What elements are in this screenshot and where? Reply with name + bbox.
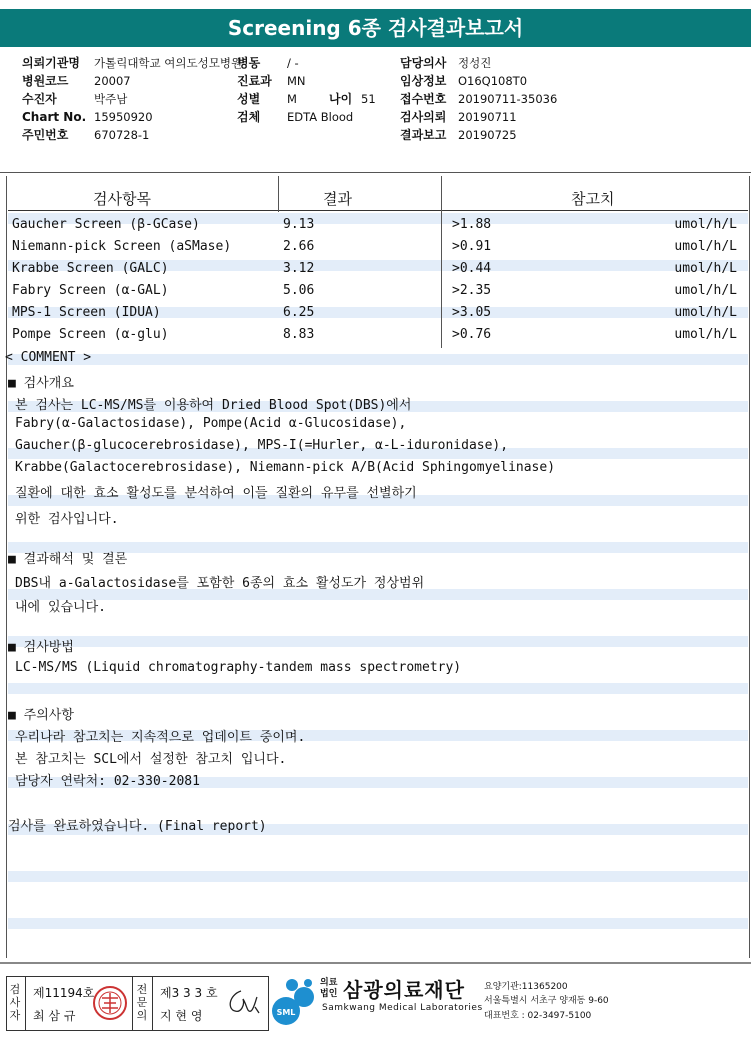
sml-logo-icon	[270, 975, 318, 1027]
section-caution-title: ■ 주의사항	[8, 708, 74, 723]
info-row-department: 진료과 MN	[237, 74, 306, 88]
inspector-label: 검사자	[9, 983, 21, 1022]
report-title: Screening 6종 검사결과보고서	[0, 9, 751, 47]
signature-icon	[221, 987, 263, 1019]
comment-heading: < COMMENT >	[5, 350, 92, 365]
info-middle	[237, 54, 376, 126]
info-row-resident-no: 주민번호 670728-1	[22, 128, 150, 142]
table-row: Niemann-pick Screen (aSMase) 2.66 >0.91 umol/h/L	[12, 239, 737, 254]
org-prefix: 의료법인	[320, 978, 338, 999]
info-right	[400, 54, 557, 144]
info-row-patient: 수진자 박주남	[22, 92, 128, 106]
table-row: Gaucher Screen (β-GCase) 9.13 >1.88 umol/h/L	[12, 217, 737, 232]
info-row-receipt-no: 접수번호 20190711-35036	[400, 92, 558, 106]
info-left	[22, 54, 242, 144]
method-line: LC-MS/MS (Liquid chromatography-tandem mass spectrometry)	[15, 660, 462, 675]
info-row-sex: 성별 M 나이 51	[237, 92, 376, 106]
caution-line: 우리나라 참고치는 지속적으로 업데이트 중이며.	[15, 730, 306, 745]
info-row-specimen: 검체 EDTA Blood	[237, 110, 354, 124]
header-reference: 참고치	[571, 190, 615, 208]
footer-divider	[0, 962, 751, 964]
seal-stamp-icon	[92, 984, 128, 1022]
info-row-institution: 의뢰기관명 가톨릭대학교 여의도성모병원	[22, 56, 243, 70]
specialist-label: 전문의	[136, 983, 148, 1022]
org-code: 요양기관:11365200	[484, 982, 568, 992]
signature-box	[6, 976, 269, 1031]
info-row-hospital-code: 병원코드 20007	[22, 74, 131, 88]
col-divider-1	[278, 176, 279, 212]
inspector-license-no: 제11194호	[33, 986, 95, 1000]
caution-line: 담당자 연락처: 02-330-2081	[15, 774, 200, 789]
org-address: 서울특별시 서초구 양재동 9-60	[484, 996, 609, 1006]
table-row: MPS-1 Screen (IDUA) 6.25 >3.05 umol/h/L	[12, 305, 737, 320]
info-row-report-date: 결과보고 20190725	[400, 128, 517, 142]
info-row-doctor: 담당의사 정성진	[400, 56, 492, 70]
final-report-text: 검사를 완료하였습니다. (Final report)	[8, 819, 267, 834]
overview-line: Fabry(α-Galactosidase), Pompe(Acid α-Glucosidase),	[15, 416, 407, 431]
section-overview-title: ■ 검사개요	[8, 376, 74, 391]
info-row-clinical-info: 임상정보 O16Q108T0	[400, 74, 528, 88]
specialist-license-no: 제3 3 3 호	[160, 986, 218, 1000]
info-row-chart-no: Chart No. 15950920	[22, 110, 153, 124]
org-english-name: Samkwang Medical Laboratories	[322, 1003, 483, 1013]
header-result: 결과	[323, 190, 352, 208]
overview-line: Gaucher(β-glucocerebrosidase), MPS-I(=Hurler, α-L-iduronidase),	[15, 438, 509, 453]
header-divider	[0, 172, 751, 173]
table-row: Pompe Screen (α-glu) 8.83 >0.76 umol/h/L	[12, 327, 737, 342]
overview-line: 질환에 대한 효소 활성도를 분석하여 이들 질환의 유무를 선별하기	[15, 486, 417, 501]
caution-line: 본 참고치는 SCL에서 설정한 참고치 입니다.	[15, 752, 287, 767]
table-row: Fabry Screen (α-GAL) 5.06 >2.35 umol/h/L	[12, 283, 737, 298]
logo-text: SML	[276, 1008, 296, 1017]
table-header	[8, 183, 748, 211]
interpretation-line: 내에 있습니다.	[15, 600, 107, 615]
header-test-item: 검사항목	[93, 190, 151, 208]
org-name: 삼광의료재단	[343, 978, 465, 1002]
info-row-request-date: 검사의뢰 20190711	[400, 110, 517, 124]
overview-line: 본 검사는 LC-MS/MS를 이용하여 Dried Blood Spot(DBS)에서	[15, 398, 412, 413]
inspector-name: 최 삼 규	[33, 1009, 76, 1023]
section-interpretation-title: ■ 결과해석 및 결론	[8, 552, 128, 567]
interpretation-line: DBS내 a-Galactosidase를 포함한 6종의 효소 활성도가 정상범위	[15, 576, 425, 591]
section-method-title: ■ 검사방법	[8, 640, 74, 655]
info-row-ward: 병동 / -	[237, 56, 299, 70]
specialist-name: 지 현 영	[160, 1009, 203, 1023]
overview-line: 위한 검사입니다.	[15, 512, 119, 527]
table-row: Krabbe Screen (GALC) 3.12 >0.44 umol/h/L	[12, 261, 737, 276]
org-phone: 대표번호 : 02-3497-5100	[484, 1011, 592, 1021]
overview-line: Krabbe(Galactocerebrosidase), Niemann-pick A/B(Acid Sphingomyelinase)	[15, 460, 556, 475]
